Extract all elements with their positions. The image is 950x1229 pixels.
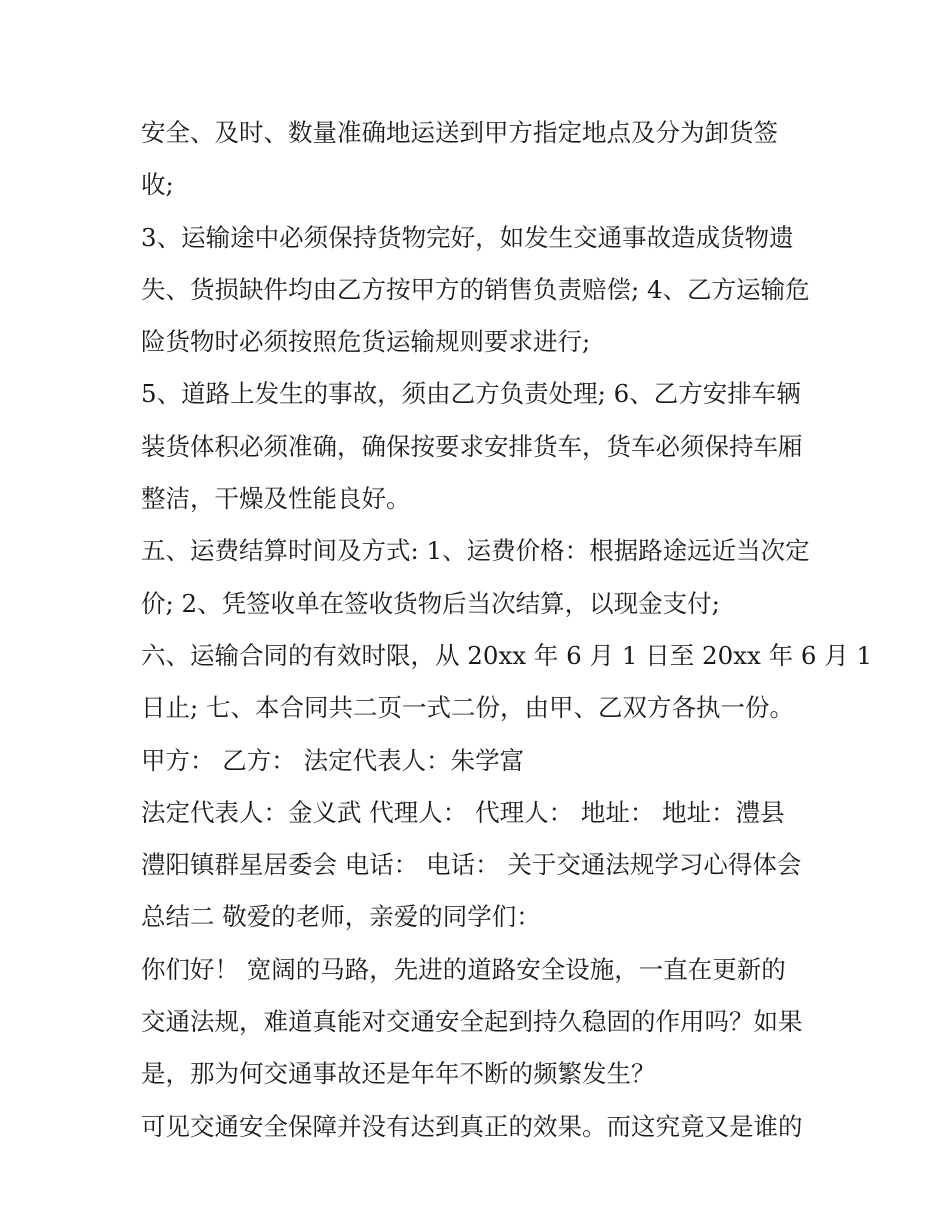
paragraph-section-5-payment	[141, 525, 821, 630]
paragraph-representatives	[141, 787, 821, 944]
text-line: 是，那为何交通事故还是年年不断的频繁发生？	[141, 1059, 656, 1089]
text-line: 装货体积必须准确，确保按要求安排货车，货车必须保持车厢	[141, 431, 803, 461]
text-line: 失、货损缺件均由乙方按甲方的销售负责赔偿; 4、乙方运输危	[141, 274, 810, 304]
text-line: 整洁，干燥及性能良好。	[141, 484, 411, 514]
paragraph-signatories	[141, 735, 821, 787]
paragraph-clause-5-6	[141, 368, 821, 525]
text-line: 五、运费结算时间及方式: 1、运费价格：根据路途远近当次定	[141, 536, 810, 566]
text-line: 收;	[141, 170, 174, 200]
text-line: 六、运输合同的有效时限，从 20xx 年 6 月 1 日至 20xx 年 6 月 1	[141, 640, 873, 670]
text-line: 安全、及时、数量准确地运送到甲方指定地点及分为卸货签	[141, 118, 778, 147]
text-line: 3、运输途中必须保持货物完好，如发生交通事故造成货物遗	[141, 222, 794, 252]
text-line: 你们好！ 宽阔的马路，先进的道路安全设施，一直在更新的	[141, 954, 786, 984]
text-line: 总结二 敬爱的老师，亲爱的同学们：	[141, 902, 541, 932]
paragraph-delivery-requirement	[141, 107, 821, 212]
text-line: 甲方： 乙方： 法定代表人：朱学富	[141, 745, 525, 775]
text-line: 5、道路上发生的事故，须由乙方负责处理; 6、乙方安排车辆	[141, 379, 801, 409]
text-line: 可见交通安全保障并没有达到真正的效果。而这究竟又是谁的	[141, 1111, 803, 1141]
text-line: 交通法规，难道真能对交通安全起到持久稳固的作用吗？如果	[141, 1007, 803, 1037]
text-line: 价; 2、凭签收单在签收货物后当次结算，以现金支付;	[141, 588, 720, 618]
text-line: 澧阳镇群星居委会 电话： 电话： 关于交通法规学习心得体会	[141, 850, 802, 880]
text-line: 日止; 七、本合同共二页一式二份，由甲、乙双方各执一份。	[141, 693, 795, 723]
text-line: 险货物时必须按照危货运输规则要求进行;	[141, 327, 591, 357]
paragraph-section-6-validity	[141, 630, 873, 735]
paragraph-clause-3-4	[141, 212, 821, 369]
paragraph-greeting	[141, 944, 821, 1101]
document-body	[141, 107, 873, 1153]
paragraph-conclusion	[141, 1101, 821, 1153]
text-line: 法定代表人：金义武 代理人： 代理人： 地址： 地址：澧县	[141, 797, 785, 827]
